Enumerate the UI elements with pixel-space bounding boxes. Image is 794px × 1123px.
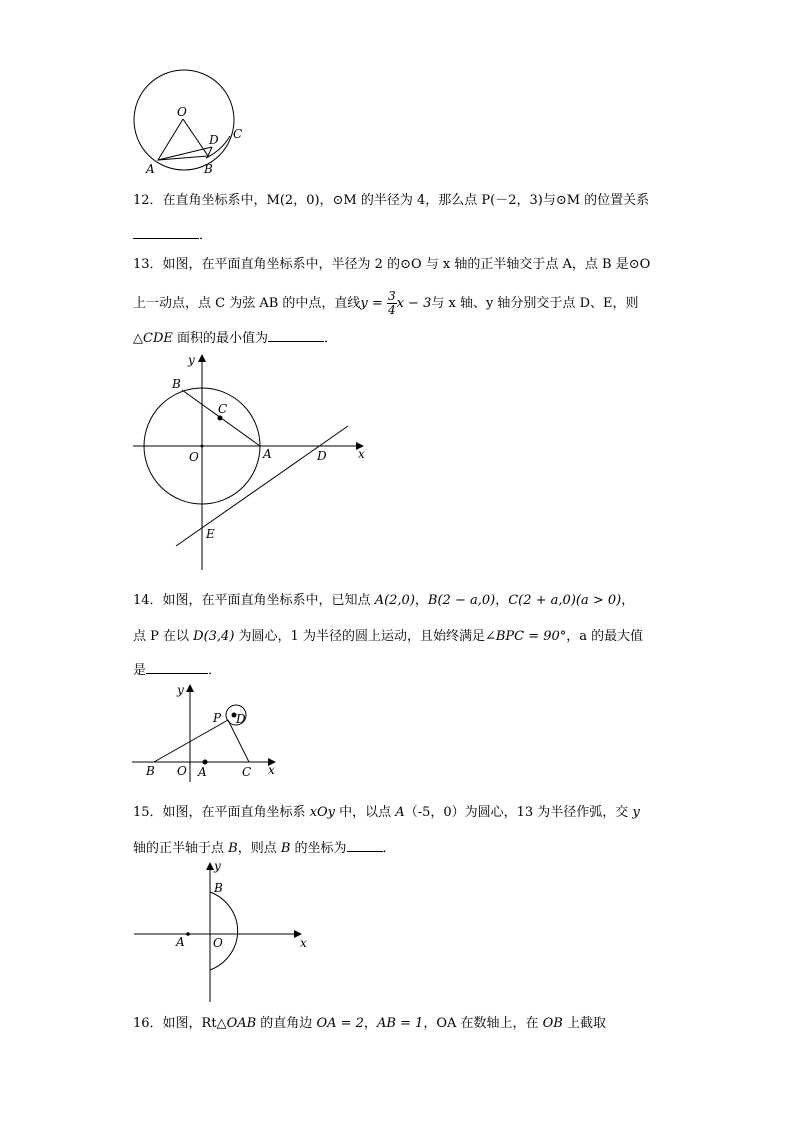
label-A: A — [176, 935, 185, 949]
label-x: x — [268, 763, 275, 777]
q14-line3-a: 是 — [133, 663, 147, 678]
label-D: D — [317, 449, 327, 463]
q16-OA-eq: OA = 2 — [316, 1016, 364, 1031]
q14-sep1: ， — [414, 593, 428, 608]
q13-line1: 13．如图，在平面直角坐标系中，半径为 2 的⊙O 与 x 轴的正半轴交于点 A，点 B 是⊙O — [133, 257, 651, 272]
q14-point-B: B(2 − a,0) — [427, 593, 496, 608]
q12-answer-blank[interactable] — [133, 225, 199, 239]
label-D: D — [236, 712, 246, 726]
y-axis-arrow — [198, 354, 206, 362]
q14-line2 — [133, 628, 643, 646]
q14-line1 — [133, 592, 634, 610]
label-O: O — [177, 105, 187, 119]
q15-B: B — [228, 841, 238, 856]
label-C: C — [242, 765, 252, 779]
label-C: C — [233, 127, 243, 141]
figure-circle-triangle — [120, 68, 260, 178]
label-O: O — [213, 936, 223, 950]
label-A: A — [198, 765, 207, 779]
figure-q15 — [130, 858, 320, 1008]
q14-answer-blank[interactable] — [146, 660, 208, 674]
label-C: C — [218, 402, 228, 416]
q16-line1-d: 上截取 — [562, 1016, 606, 1031]
q16-line1-b: 的直角边 — [256, 1016, 317, 1031]
q15-line2 — [133, 838, 396, 858]
arc — [210, 892, 238, 970]
q15-line2-b: ，则点 — [237, 841, 281, 856]
q13-eq-tail: x − 3 — [396, 296, 432, 311]
q14-line3 — [133, 660, 221, 680]
q13-line2 — [133, 290, 638, 317]
label-y: y — [188, 353, 195, 367]
q14-point-A: A(2,0) — [374, 593, 415, 608]
q15-line1 — [133, 804, 640, 822]
q13-line3 — [133, 328, 337, 348]
q14-line2-a: 点 P 在以 — [133, 629, 194, 644]
label-O: O — [177, 764, 187, 778]
q12-line1: 12．在直角坐标系中，M(2，0)，⊙M 的半径为 4，那么点 P(－2，3)与⊙M 的位置关系 — [133, 193, 650, 208]
q13-line2-b: 与 x 轴、y 轴分别交于点 D、E，则 — [431, 296, 639, 311]
label-x: x — [358, 447, 365, 461]
q16-line1-a: 16．如图，Rt△ — [133, 1016, 227, 1031]
q16-AB-eq: AB = 1 — [376, 1016, 424, 1031]
point-O — [201, 445, 204, 448]
q14-point-C: C(2 + a,0)(a > 0) — [508, 593, 622, 608]
q15-y: y — [632, 805, 640, 820]
q13-frac-den: 4 — [387, 303, 396, 317]
q16-OB: OB — [542, 1016, 563, 1031]
q15-answer-blank[interactable] — [347, 838, 383, 852]
q14-line2-c: ，a 的最大值 — [566, 629, 644, 644]
label-A: A — [146, 162, 155, 176]
q15-xoy: xOy — [309, 805, 336, 820]
point-C — [218, 416, 223, 421]
q16-line1 — [133, 1015, 606, 1033]
point-A — [186, 932, 190, 936]
q12-end: ． — [199, 228, 213, 243]
label-B: B — [214, 881, 223, 895]
label-P: P — [213, 711, 222, 725]
q13-fraction — [387, 290, 397, 317]
q16-OAB: OAB — [226, 1016, 257, 1031]
q13-line3-b: 面积的最小值为 — [172, 331, 268, 346]
q15-A: A — [395, 805, 405, 820]
label-y: y — [214, 859, 221, 873]
label-E: E — [206, 527, 215, 541]
q12-line2 — [133, 225, 212, 245]
q15-line2-a: 轴的正半轴于点 — [133, 841, 229, 856]
label-B: B — [146, 764, 155, 778]
q14-line1-a: 14．如图，在平面直角坐标系中，已知点 — [133, 593, 375, 608]
q14-end: ． — [208, 663, 222, 678]
label-B: B — [172, 377, 181, 391]
q14-point-D: D(3,4) — [193, 629, 235, 644]
label-B: B — [204, 162, 213, 176]
q13-frac-num: 3 — [387, 289, 396, 303]
label-O: O — [189, 450, 199, 464]
point-A — [203, 760, 208, 765]
q15-line1-c: （-5，0）为圆心，13 为半径作弧，交 — [404, 805, 633, 820]
label-y: y — [177, 683, 184, 697]
q15-B2: B — [280, 841, 291, 856]
q14-angle: ∠BPC = 90° — [484, 629, 567, 644]
q13-eq-sign: = — [367, 296, 387, 311]
q14-sep2: ， — [495, 593, 509, 608]
q13-end: ． — [324, 331, 338, 346]
q14-line2-b: 为圆心，1 为半径的圆上运动，且始终满足 — [234, 629, 485, 644]
q13-eq-y: y — [360, 296, 368, 311]
label-D: D — [209, 133, 219, 147]
y-axis-arrow — [186, 684, 194, 692]
q16-sep: ， — [363, 1016, 377, 1031]
q13-line2-a: 上一动点，点 C 为弦 AB 的中点，直线 — [133, 296, 361, 311]
figure-q14 — [130, 682, 290, 787]
segment-BP — [154, 720, 228, 762]
q15-line1-b: 中，以点 — [335, 805, 396, 820]
q16-line1-c: ，OA 在数轴上，在 — [423, 1016, 543, 1031]
q14-line1-end: ， — [621, 593, 635, 608]
label-x: x — [300, 936, 307, 950]
figure-q13 — [130, 350, 380, 575]
y-axis-arrow — [206, 862, 214, 870]
q13-answer-blank[interactable] — [268, 328, 324, 342]
q15-end: ． — [382, 841, 396, 856]
label-A: A — [263, 447, 272, 461]
q15-line2-c: 的坐标为 — [290, 841, 347, 856]
segment-PC — [228, 720, 249, 762]
q13-triangle-cde: △CDE — [133, 331, 173, 346]
q15-line1-a: 15．如图，在平面直角坐标系 — [133, 805, 310, 820]
